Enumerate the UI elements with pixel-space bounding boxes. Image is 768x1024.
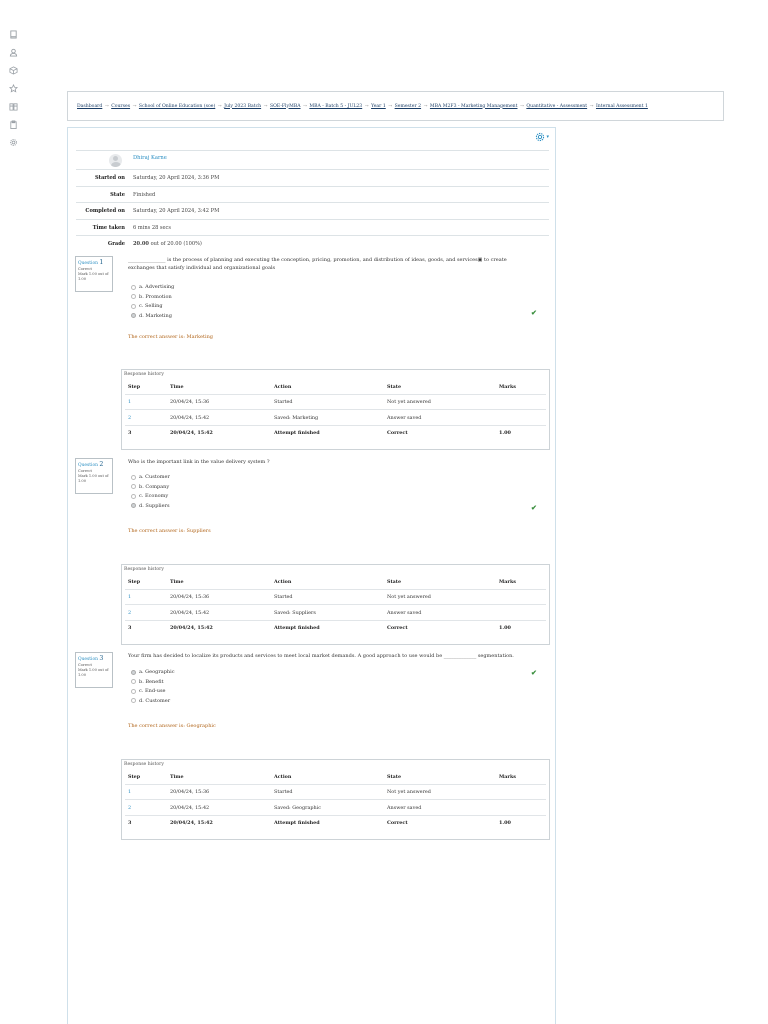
question-text: Your firm has decided to localize its products and services to meet local market demands. A good approach to use would be _____________ segmentation. xyxy=(128,653,514,659)
history-header-row xyxy=(125,379,546,395)
summary-row xyxy=(76,203,549,220)
history-cell: 20/04/24, 15:42 xyxy=(170,414,210,421)
grade-rest: out of 20.00 (100%) xyxy=(148,241,202,247)
answer-option[interactable] xyxy=(131,493,168,499)
history-cell: 20/04/24, 15:36 xyxy=(170,594,210,600)
radio-button[interactable] xyxy=(131,475,136,480)
radio-button[interactable] xyxy=(131,670,136,675)
history-row xyxy=(125,394,546,410)
clipboard-icon[interactable] xyxy=(9,120,18,129)
checkmark-icon: ✔ xyxy=(531,503,537,512)
question-status: Correct xyxy=(78,469,92,474)
question-marks: Mark 1.00 out of 1.00 xyxy=(78,272,109,282)
history-cell: Saved: Suppliers xyxy=(274,609,316,616)
grade-value xyxy=(133,241,202,247)
answer-option[interactable] xyxy=(131,669,175,675)
radio-button[interactable] xyxy=(131,313,136,318)
gear-icon[interactable] xyxy=(9,138,18,147)
answer-option[interactable] xyxy=(131,698,170,704)
star-icon[interactable] xyxy=(9,84,18,93)
avatar[interactable] xyxy=(109,154,122,167)
history-cell: Not yet answered xyxy=(387,594,431,600)
breadcrumb-link[interactable]: Courses xyxy=(111,103,131,109)
question-number xyxy=(78,259,110,267)
history-header-cell: Action xyxy=(274,579,292,585)
radio-button[interactable] xyxy=(131,679,136,684)
response-history-title: Response history xyxy=(124,372,164,377)
breadcrumb-separator: → xyxy=(388,103,393,109)
history-step-link[interactable]: 2 xyxy=(128,609,132,616)
breadcrumb xyxy=(67,91,724,121)
history-cell: Answer saved xyxy=(387,804,422,811)
summary-label: State xyxy=(110,191,125,198)
history-header-cell: Step xyxy=(128,384,141,390)
answer-option[interactable] xyxy=(131,303,163,309)
answer-option-label: b. Benefit xyxy=(139,678,164,685)
history-row xyxy=(125,620,546,635)
response-history xyxy=(121,564,550,645)
history-row xyxy=(125,784,546,800)
breadcrumb-link[interactable]: Dashboard xyxy=(77,103,103,109)
history-cell: 3 xyxy=(128,625,132,631)
answer-option-label: c. Selling xyxy=(139,303,163,309)
history-header-cell: Step xyxy=(128,774,141,780)
checkmark-icon: ✔ xyxy=(531,668,537,677)
breadcrumb-separator: → xyxy=(423,103,428,109)
breadcrumb-link[interactable]: Quantitative - Assessment xyxy=(526,103,588,109)
correct-answer-feedback: The correct answer is: Suppliers xyxy=(128,528,211,534)
gear-icon xyxy=(535,132,545,142)
question-status: Correct xyxy=(78,663,92,668)
history-header-cell: State xyxy=(387,384,402,390)
summary-label: Completed on xyxy=(85,208,125,214)
breadcrumb-link[interactable]: MBA M2F3 - Marketing Management xyxy=(429,103,518,109)
breadcrumb-separator: → xyxy=(364,103,369,109)
quiz-review-panel xyxy=(67,127,556,1024)
answer-option[interactable] xyxy=(131,679,164,685)
radio-button[interactable] xyxy=(131,503,136,508)
question-label: Question xyxy=(78,657,98,662)
breadcrumb-link[interactable]: SOE-FlyMBA xyxy=(269,103,301,109)
history-step-link[interactable]: 1 xyxy=(128,399,132,405)
question-label: Question xyxy=(78,261,98,266)
history-cell: Attempt finished xyxy=(274,430,320,436)
history-header-cell: Time xyxy=(170,579,184,585)
history-header-cell: Time xyxy=(170,384,184,390)
breadcrumb-separator: → xyxy=(589,103,594,109)
answer-option-label: b. Promotion xyxy=(139,293,172,300)
grade-score: 20.00 xyxy=(133,241,149,247)
question-number xyxy=(78,461,110,469)
history-cell: 20/04/24, 15:42 xyxy=(170,804,210,811)
radio-button[interactable] xyxy=(131,698,136,703)
sidebar-nav xyxy=(9,30,21,156)
history-row xyxy=(125,425,546,440)
answer-option[interactable] xyxy=(131,688,165,694)
summary-row xyxy=(76,220,549,237)
question-marks: Mark 1.00 out of 1.00 xyxy=(78,474,109,484)
question-number-value: 2 xyxy=(99,461,104,468)
user-icon[interactable] xyxy=(9,48,18,57)
summary-row xyxy=(76,170,549,187)
breadcrumb-link[interactable]: MBA - Batch 5 - JUL23 xyxy=(309,103,363,109)
question-text: Who is the important link in the value delivery system ? xyxy=(128,459,270,465)
box-icon[interactable] xyxy=(9,66,18,75)
radio-button[interactable] xyxy=(131,689,136,694)
breadcrumb-link[interactable]: Internal Assessment 1 xyxy=(595,103,648,109)
question-number xyxy=(78,655,110,663)
breadcrumb-separator: → xyxy=(263,103,268,109)
breadcrumb-separator: → xyxy=(303,103,307,109)
history-cell: 20/04/24, 15:42 xyxy=(170,609,210,616)
answer-option[interactable] xyxy=(131,284,174,290)
radio-button[interactable] xyxy=(131,294,136,299)
history-row xyxy=(125,589,546,605)
history-cell: Saved: Marketing xyxy=(274,414,319,421)
history-cell: 20/04/24, 15:42 xyxy=(170,625,213,631)
answer-option-label: a. Customer xyxy=(139,474,170,480)
history-cell: Answer saved xyxy=(387,609,422,616)
history-header-cell: Marks xyxy=(499,384,516,390)
history-cell: Answer saved xyxy=(387,414,422,421)
question-number-value: 1 xyxy=(99,259,104,266)
question-text: _______________ is the process of planning and executing the conception, pricing, promotion, and distribution of ideas, goods, and services▣ to create exchanges that satisfy individual and organizational goals xyxy=(128,257,507,271)
summary-label: Time taken xyxy=(92,224,125,231)
history-cell: 20/04/24, 15:42 xyxy=(170,430,213,436)
history-cell: 1.00 xyxy=(499,430,511,436)
summary-value: Saturday, 20 April 2024, 3:42 PM xyxy=(133,208,220,214)
answer-option-label: d. Suppliers xyxy=(139,502,170,509)
answer-option-label: a. Advertising xyxy=(139,284,175,290)
history-row xyxy=(125,410,546,426)
attempt-summary xyxy=(76,150,549,252)
question-info xyxy=(75,256,113,292)
question-label: Question xyxy=(78,463,98,468)
radio-button[interactable] xyxy=(131,484,136,489)
summary-value: Finished xyxy=(133,191,156,198)
history-cell: 1.00 xyxy=(499,625,511,631)
question-info xyxy=(75,458,113,494)
history-step-link[interactable]: 1 xyxy=(128,789,132,795)
answer-option-label: c. End-use xyxy=(139,688,166,694)
history-cell: 20/04/24, 15:36 xyxy=(170,789,210,795)
correct-answer-feedback: The correct answer is: Geographic xyxy=(128,723,216,729)
user-name-link[interactable]: Dhiraj Karne xyxy=(133,155,167,161)
history-header-cell: Marks xyxy=(499,579,516,585)
summary-row-grade xyxy=(76,236,549,252)
answer-option[interactable] xyxy=(131,474,170,480)
chevron-down-icon: ▾ xyxy=(546,134,549,140)
answer-option[interactable] xyxy=(131,313,172,319)
answer-option-label: d. Marketing xyxy=(139,312,172,319)
answer-option[interactable] xyxy=(131,294,172,300)
response-history-title: Response history xyxy=(124,567,164,572)
correct-answer-feedback: The correct answer is: Marketing xyxy=(128,334,213,340)
history-cell: Correct xyxy=(387,820,408,826)
history-cell: Attempt finished xyxy=(274,820,320,826)
history-cell: 20/04/24, 15:36 xyxy=(170,399,210,405)
history-header-cell: Action xyxy=(274,384,292,390)
answer-option[interactable] xyxy=(131,503,170,509)
history-header-cell: State xyxy=(387,579,402,585)
history-cell: 3 xyxy=(128,820,132,826)
response-history xyxy=(121,759,550,840)
settings-menu-button[interactable] xyxy=(535,132,549,142)
answer-option-label: a. Geographic xyxy=(139,669,175,675)
summary-value: 6 mins 28 secs xyxy=(133,224,172,231)
breadcrumb-link[interactable]: July 2023 Batch xyxy=(224,103,262,109)
history-step-link[interactable]: 1 xyxy=(128,594,132,600)
breadcrumb-link[interactable]: Semester 2 xyxy=(394,103,422,109)
history-cell: Correct xyxy=(387,430,408,436)
history-cell: Started xyxy=(274,399,293,405)
history-row xyxy=(125,605,546,621)
history-cell: Started xyxy=(274,789,293,795)
history-cell: Started xyxy=(274,594,293,600)
history-cell: Saved: Geographic xyxy=(274,804,321,811)
breadcrumb-separator: → xyxy=(519,103,524,109)
answer-option[interactable] xyxy=(131,484,169,490)
history-cell: Not yet answered xyxy=(387,789,431,795)
history-header-row xyxy=(125,574,546,590)
book-icon[interactable] xyxy=(9,30,18,39)
history-cell: 1.00 xyxy=(499,820,511,826)
history-header-cell: Step xyxy=(128,579,141,585)
breadcrumb-link[interactable]: Year 1 xyxy=(371,103,386,109)
history-header-cell: Marks xyxy=(499,774,516,780)
question-marks: Mark 1.00 out of 1.00 xyxy=(78,668,109,678)
history-step-link[interactable]: 2 xyxy=(128,804,132,811)
history-row xyxy=(125,815,546,830)
breadcrumb-separator: → xyxy=(104,103,109,109)
history-cell: Attempt finished xyxy=(274,625,320,631)
checkmark-icon: ✔ xyxy=(531,308,537,317)
question-number-value: 3 xyxy=(99,655,104,662)
summary-label: Started on xyxy=(94,175,125,181)
question-status: Correct xyxy=(78,267,92,272)
history-cell: Correct xyxy=(387,625,408,631)
breadcrumb-separator: → xyxy=(217,103,222,109)
history-step-link[interactable]: 2 xyxy=(128,414,132,421)
history-cell: 3 xyxy=(128,430,132,436)
radio-button[interactable] xyxy=(131,304,136,309)
answer-option-label: b. Company xyxy=(139,483,170,490)
breadcrumb-link[interactable]: School of Online Education (soe) xyxy=(138,103,216,109)
history-row xyxy=(125,800,546,816)
history-header-cell: State xyxy=(387,774,402,780)
radio-button[interactable] xyxy=(131,285,136,290)
history-cell: 20/04/24, 15:42 xyxy=(170,820,213,826)
library-icon[interactable] xyxy=(9,102,18,111)
summary-user-row xyxy=(76,150,549,170)
breadcrumb-separator: → xyxy=(132,103,137,109)
history-header-row xyxy=(125,769,546,785)
summary-value: Saturday, 20 April 2024, 3:36 PM xyxy=(133,175,220,181)
answer-option-label: c. Economy xyxy=(139,493,169,499)
history-header-cell: Action xyxy=(274,774,292,780)
history-cell: Not yet answered xyxy=(387,399,431,405)
history-header-cell: Time xyxy=(170,774,184,780)
response-history-title: Response history xyxy=(124,762,164,767)
radio-button[interactable] xyxy=(131,494,136,499)
answer-option-label: d. Customer xyxy=(139,697,171,704)
summary-label: Grade xyxy=(107,241,125,247)
response-history xyxy=(121,369,550,450)
summary-row xyxy=(76,187,549,204)
question-info xyxy=(75,652,113,688)
